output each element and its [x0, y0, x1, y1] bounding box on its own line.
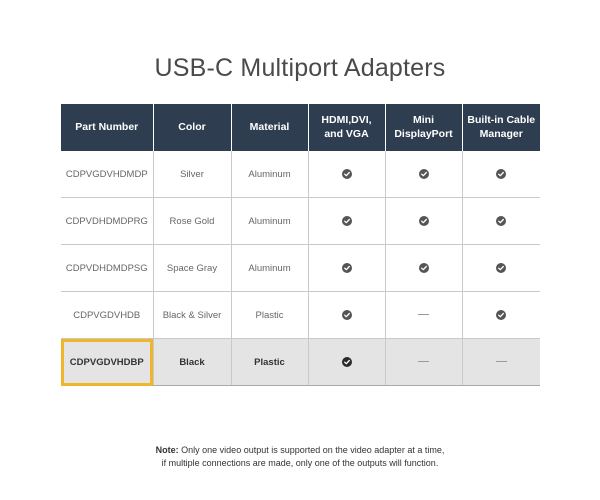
check-circle-icon — [496, 169, 506, 179]
hdmi-dvi-vga-cell — [308, 292, 385, 339]
check-circle-icon — [342, 216, 352, 226]
dash-icon — [496, 361, 507, 362]
note-line-2: if multiple connections are made, only one of the outputs will function. — [161, 458, 439, 469]
color-cell: Black — [153, 339, 231, 386]
mini-displayport-cell — [385, 339, 462, 386]
color-cell: Rose Gold — [153, 198, 231, 245]
mini-displayport-cell — [385, 245, 462, 292]
header-mini-displayport: Mini DisplayPort — [385, 104, 462, 151]
check-circle-icon — [419, 263, 429, 273]
table-row — [61, 339, 540, 386]
table-header-row — [61, 104, 540, 151]
part-number-cell: CDPVGDVHDBP — [61, 339, 153, 386]
hdmi-dvi-vga-cell — [308, 245, 385, 292]
table-row — [61, 245, 540, 292]
mini-displayport-cell — [385, 292, 462, 339]
header-color: Color — [153, 104, 231, 151]
cable-manager-cell — [462, 151, 540, 198]
hdmi-dvi-vga-cell — [308, 339, 385, 386]
color-cell: Silver — [153, 151, 231, 198]
material-cell: Aluminum — [231, 151, 308, 198]
check-circle-icon — [342, 357, 352, 367]
header-cable-manager: Built-in Cable Manager — [462, 104, 540, 151]
dash-icon — [418, 361, 429, 362]
check-circle-icon — [342, 263, 352, 273]
part-number-cell: CDPVGDVHDB — [61, 292, 153, 339]
check-circle-icon — [496, 216, 506, 226]
material-cell: Plastic — [231, 292, 308, 339]
comparison-table — [61, 104, 540, 386]
note-label: Note: — [155, 445, 179, 455]
note-line-1: Only one video output is supported on the video adapter at a time, — [178, 445, 445, 455]
check-circle-icon — [496, 310, 506, 320]
material-cell: Aluminum — [231, 245, 308, 292]
material-cell: Aluminum — [231, 198, 308, 245]
color-cell: Black & Silver — [153, 292, 231, 339]
mini-displayport-cell — [385, 198, 462, 245]
hdmi-dvi-vga-cell — [308, 198, 385, 245]
color-cell: Space Gray — [153, 245, 231, 292]
header-part-number: Part Number — [61, 104, 153, 151]
part-number-cell: CDPVGDVHDMDP — [61, 151, 153, 198]
check-circle-icon — [342, 169, 352, 179]
part-number-cell: CDPVDHDMDPRG — [61, 198, 153, 245]
table-row — [61, 151, 540, 198]
dash-icon — [418, 314, 429, 315]
cable-manager-cell — [462, 198, 540, 245]
check-circle-icon — [419, 216, 429, 226]
part-number-cell: CDPVDHDMDPSG — [61, 245, 153, 292]
header-material: Material — [231, 104, 308, 151]
page-title: USB-C Multiport Adapters — [154, 54, 446, 82]
check-circle-icon — [342, 310, 352, 320]
cable-manager-cell — [462, 292, 540, 339]
header-hdmi-dvi-vga: HDMI,DVI, and VGA — [308, 104, 385, 151]
check-circle-icon — [496, 263, 506, 273]
mini-displayport-cell — [385, 151, 462, 198]
cable-manager-cell — [462, 339, 540, 386]
check-circle-icon — [419, 169, 429, 179]
material-cell: Plastic — [231, 339, 308, 386]
cable-manager-cell — [462, 245, 540, 292]
table-row — [61, 292, 540, 339]
footnote — [0, 444, 600, 470]
hdmi-dvi-vga-cell — [308, 151, 385, 198]
table-row — [61, 198, 540, 245]
